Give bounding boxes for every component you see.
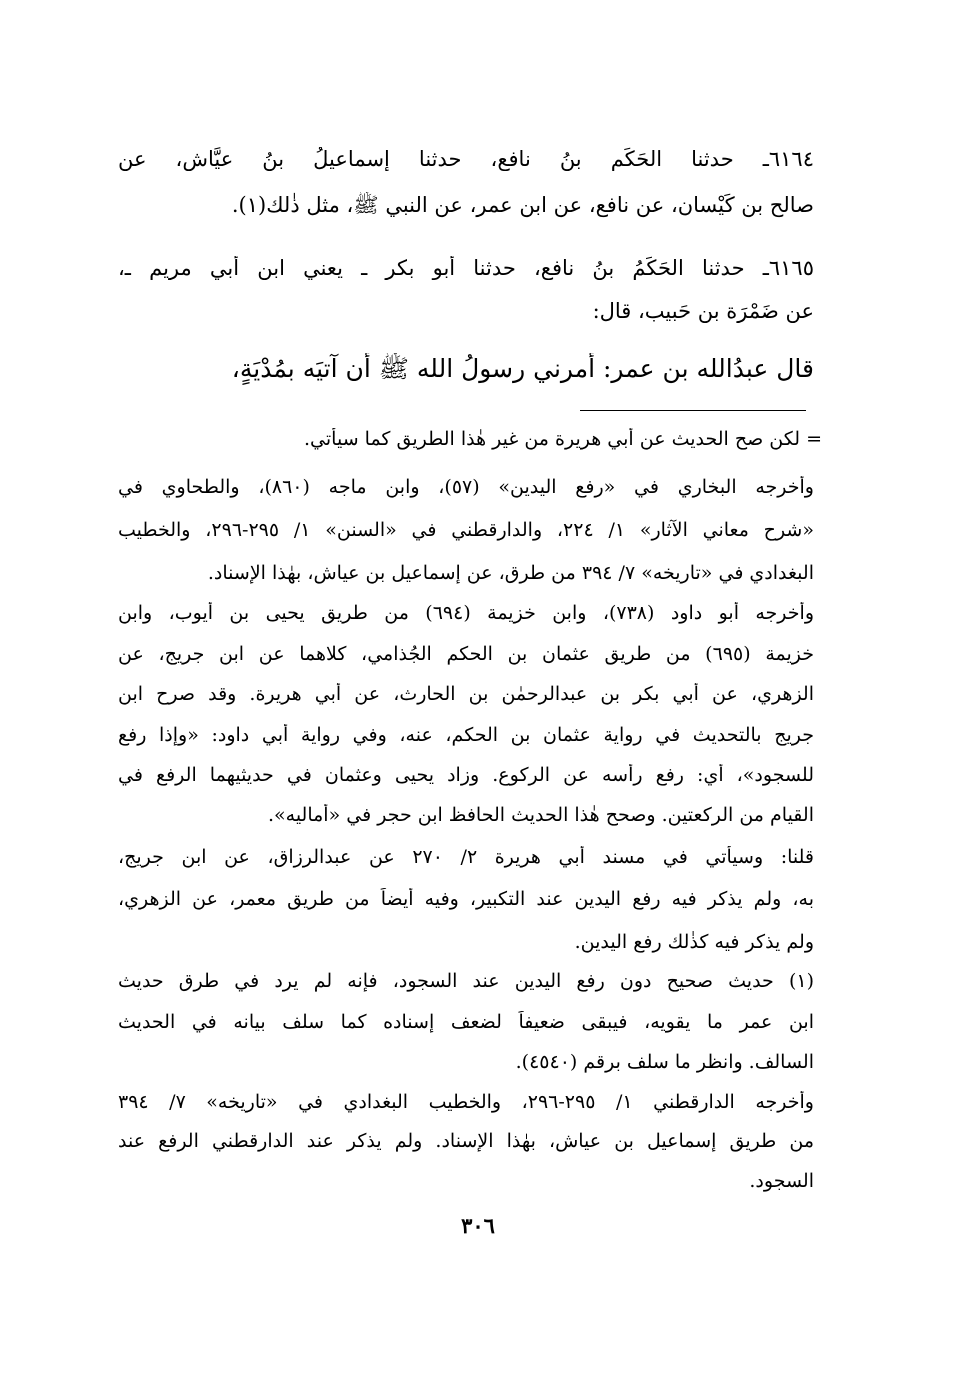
hadith-6165-line-2: عن ضَمْرَة بن حَبيب، قال: <box>592 299 814 323</box>
footnote-line: وأخرجه أبو داود (٧٣٨)، وابن خزيمة (٦٩٤) من طريق يحيى بن أيوب، وابن <box>118 602 814 624</box>
hadith-6164-line-1: ٦١٦٤ـ حدثنا الحَكَم بنُ نافع، حدثنا إسماعيلُ بنُ عيَّاش، عن <box>118 147 814 171</box>
footnote-separator <box>580 410 806 411</box>
hadith-matn: قال عبدُالله بن عمر: أمرني رسولُ الله ﷺ أن آتيَه بمُدْيَةٍ، <box>231 354 814 383</box>
footnote-line: خزيمة (٦٩٥) من طريق عثمان بن الحكم الجُذامي، كلاهما عن ابن جريج، عن <box>118 643 814 665</box>
footnote-line: وأخرجه البخاري في «رفع اليدين» (٥٧)، وابن ماجه (٨٦٠)، والطحاوي في <box>118 476 814 498</box>
footnote-1-line: السالف. وانظر ما سلف برقم (٤٥٤٠). <box>515 1051 814 1073</box>
footnote-continuation-line: = لكن صح الحديث عن أبي هريرة من غير هٰذا الطريق كما سيأتي. <box>304 428 822 450</box>
footnote-1-line: السجود. <box>749 1170 814 1192</box>
footnote-1-line: (١) حديث صحيح دون رفع اليدين عند السجود، فإنه لم يرد في طرق حديث <box>118 970 814 992</box>
footnote-1-line: من طريق إسماعيل بن عياش، بهٰذا الإسناد. ولم يذكر عند الدارقطني الرفع عند <box>118 1130 814 1152</box>
footnote-line: «شرح معاني الآثار» ١/ ٢٢٤، والدارقطني في «السنن» ١/ ٢٩٥-٢٩٦، والخطيب <box>118 519 814 541</box>
page-number: ٣٠٦ <box>461 1213 495 1238</box>
hadith-6165-line-1: ٦١٦٥ـ حدثنا الحَكَمُ بنُ نافع، حدثنا أبو بكر ـ يعني ابن أبي مريم ـ، <box>118 256 814 280</box>
footnote-1-line: ابن عمر ما يقويه، فيبقى ضعيفاً لضعف إسناده كما سلف بيانه في الحديث <box>118 1011 814 1033</box>
footnote-line: جريج بالتحديث في رواية عثمان بن الحكم، عنه، وفي رواية أبي داود: «وإذا رفع <box>118 724 814 746</box>
footnote-line: ولم يذكر فيه كذٰلك رفع اليدين. <box>574 931 814 953</box>
hadith-6164-line-2: صالح بن كَيْسان، عن نافع، عن ابن عمر، عن النبي ﷺ، مثل ذٰلك(١). <box>231 193 814 217</box>
footnote-line: البغدادي في «تاريخه» ٧/ ٣٩٤ من طرق، عن إسماعيل بن عياش، بهٰذا الإسناد. <box>207 562 814 584</box>
footnote-line: القيام من الركعتين. وصحح هٰذا الحديث الحافظ ابن حجر في «أماليه». <box>267 804 814 826</box>
footnote-line: الزهري، عن أبي بكر بن عبدالرحمٰن بن الحارث، عن أبي هريرة. وقد صرح ابن <box>118 683 814 705</box>
footnote-line: للسجود»، أي: رفع رأسه عن الركوع. وزاد يحيى وعثمان في حديثيهما الرفع في <box>118 764 814 786</box>
footnote-1-line: وأخرجه الدارقطني ١/ ٢٩٥-٢٩٦، والخطيب البغدادي في «تاريخه» ٧/ ٣٩٤ <box>118 1091 814 1113</box>
footnote-line: به، ولم يذكر فيه رفع اليدين عند التكبير، وفيه أيضاً من طريق معمر، عن الزهري، <box>118 888 814 910</box>
footnote-line: قلنا: وسيأتي في مسند أبي هريرة ٢/ ٢٧٠ عن عبدالرزاق، عن ابن جريج، <box>118 846 814 868</box>
